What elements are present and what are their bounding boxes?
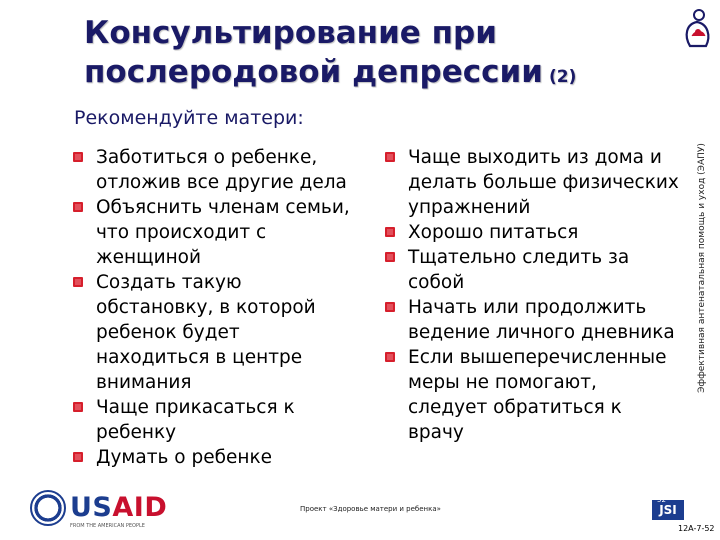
list-item: Объяснить членам семьи, что происходит с женщиной	[70, 195, 350, 270]
list-item: Начать или продолжить ведение личного дневника	[382, 295, 682, 345]
usaid-wordmark: USAID	[70, 492, 168, 523]
left-bullet-list	[70, 145, 350, 470]
bullet-icon	[73, 402, 83, 412]
list-item: Создать такую обстановку, в которой ребенок будет находиться в центре внимания	[70, 270, 350, 395]
title-line-2: послеродовой депрессии	[84, 54, 543, 90]
usaid-logo	[30, 490, 168, 532]
usaid-seal-icon	[30, 490, 66, 526]
jsi-logo: JSI	[652, 500, 684, 520]
bullet-icon	[73, 202, 83, 212]
side-caption: Эффективная антенатальная помощь и уход (ЭАПУ)	[697, 143, 707, 393]
list-item: Хорошо питаться	[382, 220, 682, 245]
bullet-icon	[73, 277, 83, 287]
bullet-icon	[73, 452, 83, 462]
title-number: (2)	[548, 67, 577, 87]
page-number: 52	[657, 496, 666, 504]
mother-child-logo-icon	[680, 8, 714, 48]
slide-code: 12A-7-52	[678, 524, 715, 533]
right-bullet-list	[382, 145, 682, 445]
bullet-icon	[385, 227, 395, 237]
usaid-tagline: FROM THE AMERICAN PEOPLE	[70, 523, 145, 529]
bullet-icon	[385, 252, 395, 262]
list-item: Заботиться о ребенке, отложив все другие дела	[70, 145, 350, 195]
bullet-icon	[73, 152, 83, 162]
list-item: Чаще выходить из дома и делать больше физических упражнений	[382, 145, 682, 220]
bullet-icon	[385, 352, 395, 362]
list-item: Думать о ребенке	[70, 445, 350, 470]
slide-title	[84, 14, 576, 97]
list-item: Чаще прикасаться к ребенку	[70, 395, 350, 445]
subtitle: Рекомендуйте матери:	[74, 107, 304, 129]
list-item: Тщательно следить за собой	[382, 245, 682, 295]
bullet-icon	[385, 152, 395, 162]
bullet-icon	[385, 302, 395, 312]
project-name: Проект «Здоровье матери и ребенка»	[300, 505, 441, 513]
list-item: Если вышеперечисленные меры не помогают, следует обратиться к врачу	[382, 345, 682, 445]
title-line-1: Консультирование при	[84, 15, 497, 51]
